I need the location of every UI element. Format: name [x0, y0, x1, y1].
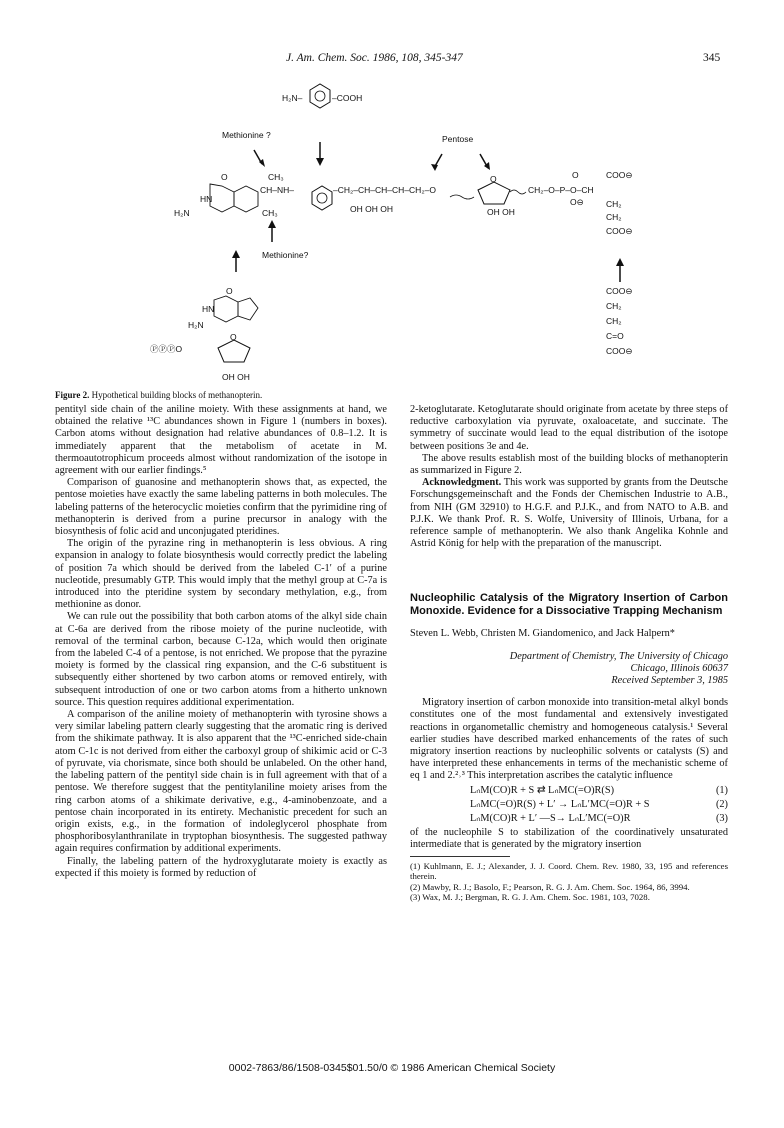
- acknowledgment: [410, 477, 728, 550]
- ch2-a: CH₂: [606, 199, 622, 209]
- cooh-label: –COOH: [332, 93, 363, 103]
- equation-2: LₙMC(=O)R(S) + L′ → LₙL′MC(=O)R + S (2): [470, 798, 728, 810]
- coo-top: COO⊖: [606, 170, 633, 180]
- equation-1: LₙM(CO)R + S ⇄ LₙMC(=O)R(S) (1): [470, 784, 728, 796]
- ch3-top: CH₃: [268, 172, 284, 182]
- article-authors: Steven L. Webb, Christen M. Giandomenico, and Jack Halpern*: [410, 628, 675, 640]
- paragraph: pentityl side chain of the aniline moiety. With these assignments at hand, we obtained the relative ¹³C abundances shown in Figure 1 (numbers in boxes). Carbon atoms without designation had relative abundances of 0.8–1.2. It is immediately apparent that the metabolism of acetate in M. thermoautotrophicum proceeds almost without randomization of the isotope in agreement with our earlier findings.⁵: [55, 404, 387, 477]
- paragraph: 2-ketoglutarate. Ketoglutarate should originate from acetate by three steps of reductive carboxylation via pyruvate, oxaloacetate, and succinate. The symmetry of succinate would lead to the equal distribution of the isotope between positions 3e and 4e.: [410, 404, 728, 452]
- pentityl-chain: –CH₂–CH–CH–CH–CH₂–O: [333, 185, 436, 195]
- methionine-label-bottom: Methionine?: [262, 250, 309, 260]
- svg-text:O: O: [572, 170, 579, 180]
- kg-ch2-b: CH₂: [606, 316, 622, 326]
- reference: (1) Kuhlmann, E. J.; Alexander, J. J. Coord. Chem. Rev. 1980, 33, 195 and references therein.: [410, 860, 728, 882]
- ack-text: This work was supported by grants from the Deutsche Forschungsgemeinschaft and the Fonds der Chemischen Industrie to A.B., from NIH (GM 32910) to H.G.F. and P.J.K., and from NATO to A.B. and P.J.K. We thank Prof. R. S. Wolfe, University of Illinois, Urbana, for a reference sample of methanopterin. We also thank Angelika Kohnle and Astrid König for help with the preparation of the manuscript.: [410, 477, 729, 550]
- kg-c-o: C=O: [606, 331, 624, 341]
- kg-coo-bottom: COO⊖: [606, 346, 633, 356]
- methionine-label-top: Methionine ?: [222, 130, 271, 140]
- coo-mid: COO⊖: [606, 226, 633, 236]
- paragraph: Finally, the labeling pattern of the hydroxyglutarate moiety is exactly as expected if this moiety is formed by reduction of: [55, 855, 387, 879]
- paragraph: The above results establish most of the building blocks of methanopterin as summarized in Figure 2.: [410, 452, 728, 477]
- guanine-hn: HN: [202, 304, 215, 314]
- paba-label: H₂N–: [282, 93, 303, 103]
- left-column: [55, 404, 387, 880]
- svg-text:O: O: [490, 174, 497, 184]
- paragraph: A comparison of the aniline moiety of methanopterin with tyrosine shows a very similar labeling pattern clearly suggesting that the aromatic ring is derived from the shikimate pathway. It is also apparent that the ¹³C-enriched side-chain atom C-1c is not derived from either the carboxyl group of shikimic acid or C-3 of pyruvate, via chorismate, since both should be unlabeled. On the other hand, the labeling pattern of the pentityl side chain is in full agreement with that of a pentose. We therefore suggest that the pentitylaniline moiety arises from the ring carbon atoms of a shikimate derivative, e.g., 4-aminobenzoate, and a pentose chain incorporated in its entirety. Mechanistic precedent for such an origin exists, e.g., in the formation of indoleglycerol phosphate from phosphoribosylanthranilate in tryptophan biosynthesis. The suggested pathway again requires confirmation by additional experiments.: [55, 709, 387, 855]
- hn-label: HN: [200, 194, 213, 204]
- svg-text:O: O: [230, 332, 237, 342]
- carbonyl-o: O: [221, 172, 228, 182]
- phosphate-o-minus: O⊖: [570, 197, 584, 207]
- guanine-h2n: H₂N: [188, 320, 204, 330]
- reference: (2) Mawby, R. J.; Basolo, F.; Pearson, R. G. J. Am. Chem. Soc. 1964, 86, 3994.: [410, 881, 690, 892]
- references-rule: [410, 856, 510, 857]
- ch-nh: CH–NH–: [260, 185, 295, 195]
- article-title: Nucleophilic Catalysis of the Migratory Insertion of Carbon Monoxide. Evidence for a Dissociative Trapping Mechanism: [410, 592, 728, 618]
- right-column: [410, 404, 728, 903]
- guanosine-hydroxyls: OH OH: [222, 372, 250, 382]
- article-body-continued: of the nucleophile S to stabilization of the coordinatively unsaturated intermediate that is generated by the migratory insertion: [410, 827, 728, 851]
- pentose-label: Pentose: [442, 134, 474, 144]
- page-number: 345: [703, 52, 721, 64]
- h2n-label: H₂N: [174, 208, 190, 218]
- references: [410, 861, 728, 903]
- affiliation-city: Chicago, Illinois 60637: [630, 662, 728, 674]
- paragraph: The origin of the pyrazine ring in methanopterin is less obvious. A ring expansion in analogy to folate biosynthesis would correctly predict the labeling of position 7a which should be derived from the labeled C-1′ of a purine nucleotide, presumably GTP. This would imply that the methyl group at C-7a is introduced into the pteridine system by secondary methylation, e.g., from methionine as donor.: [55, 538, 387, 611]
- kg-coo-top: COO⊖: [606, 286, 633, 296]
- ribose-hydroxyls: OH OH: [487, 207, 515, 217]
- figure-caption: [55, 390, 262, 400]
- article-body: Migratory insertion of carbon monoxide into transition-metal alkyl bonds constitutes one of the most fundamental and extensively investigated reactions in organometallic chemistry and homogeneous catalysis.¹ Several earlier studies have described marked enhancements of the rates of such migratory insertion reactions by nucleophilic solvents or catalysts (S) and have interpreted these enhancements in terms of the mechanistic scheme of eq 1 and 2.²˒³ This interpretation ascribes the catalytic influence: [410, 697, 728, 782]
- equation-3: LₙM(CO)R + L′ —S→ LₙL′MC(=O)R (3): [470, 813, 728, 825]
- svg-text:O: O: [226, 286, 233, 296]
- figure-caption-label: Figure 2.: [55, 390, 90, 400]
- figure-2-structure: [150, 72, 670, 392]
- ch3-bottom: CH₃: [262, 208, 278, 218]
- reference: (3) Wax, M. J.; Bergman, R. G. J. Am. Chem. Soc. 1981, 103, 7028.: [410, 892, 650, 903]
- triphosphate-label: ⓅⓅⓅO: [150, 344, 183, 354]
- paragraph: Comparison of guanosine and methanopterin shows that, as expected, the pentose moieties have exactly the same labeling patterns in both molecules. The labeling patterns of the heterocyclic moieties confirm that the pyrimidine ring of methanopterin is derived from a purine precursor in analogy with the biosynthesis of folic acid and unconjugated pteridines.: [55, 477, 387, 538]
- received-date: Received September 3, 1985: [611, 675, 728, 687]
- kg-ch2-a: CH₂: [606, 301, 622, 311]
- affiliation-department: Department of Chemistry, The University of Chicago: [509, 650, 728, 662]
- ack-label: Acknowledgment.: [422, 477, 502, 489]
- phosphate-chain: CH₂–O–P–O–CH: [528, 185, 594, 195]
- ch2-b: CH₂: [606, 212, 622, 222]
- journal-citation: J. Am. Chem. Soc. 1986, 108, 345-347: [286, 52, 463, 64]
- figure-caption-text: Hypothetical building blocks of methanopterin.: [91, 390, 263, 400]
- page-footer: 0002-7863/86/1508-0345$01.50/0 © 1986 American Chemical Society: [228, 1062, 556, 1074]
- chain-hydroxyls: OH OH OH: [350, 204, 393, 214]
- paragraph: We can rule out the possibility that both carbon atoms of the alkyl side chain at C-6a are derived from the ribose moiety of the purine nucleotide, with removal of the terminal carbon, because C-12a, which would then originate from the labeled C-4 of a pentose, is not enriched. We propose that the pyrazine moiety is formed by the classical ring expansion, and the C-6 substituent is subsequently either shortened by two carbon atoms or removed entirely, with subsequent introduction of one or two carbon atoms from a hitherto unknown source. This question requires additional experimentation.: [55, 611, 387, 708]
